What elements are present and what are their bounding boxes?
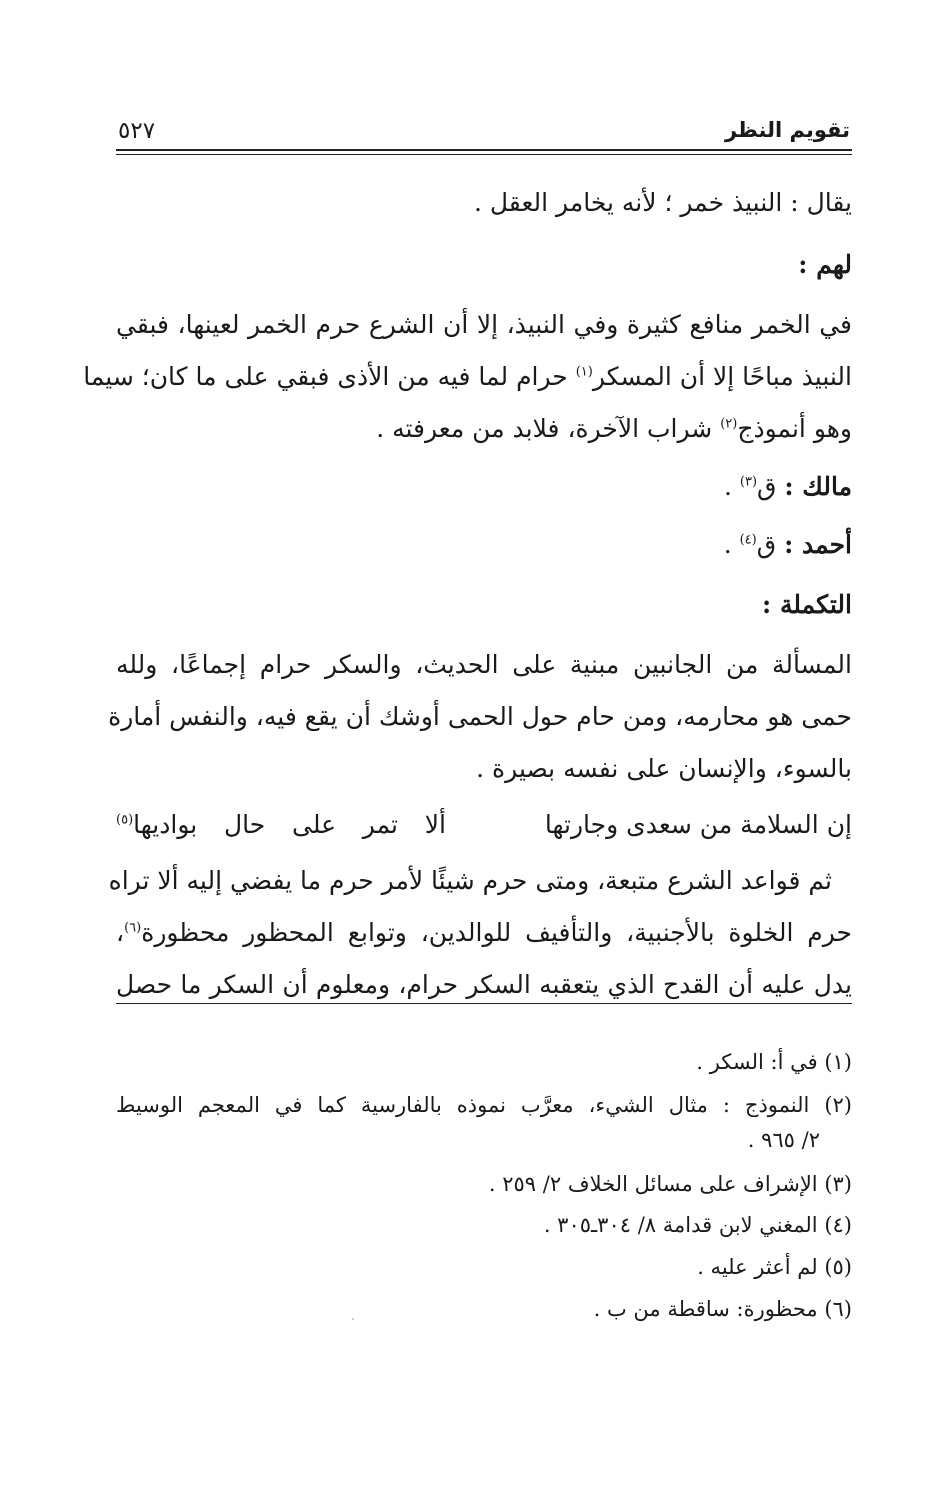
lahum-line-3: وهو أنموذج$^{(٢)}$ شراب الآخرة، فلابد من معرفته . <box>376 414 852 443</box>
lahum-line-1: في الخمر منافع كثيرة وفي النبيذ، إلا أن الشرع حرم الخمر لعينها، فبقي <box>116 310 852 339</box>
page-number: ٥٢٧ <box>118 118 156 144</box>
footnote-ref-3: (٣) <box>739 474 758 490</box>
malik-line: مالك : ق$^{(٣)}$ . <box>723 472 852 501</box>
para2-line-2: حرم الخلوة بالأجنبية، والتأفيف للوالدين، وتوابع المحظور محظورة$^{(٦)}$، <box>116 918 852 947</box>
verse-first-hemistich: إن السلامة من سعدى وجارتها <box>544 810 852 839</box>
ahmad-line: أحمد : ق$^{(٤)}$ . <box>723 530 852 559</box>
footnote-ref-1: (١) <box>575 364 593 380</box>
scan-speck <box>352 1318 354 1320</box>
takmila-line-3: بالسوء، والإنسان على نفسه بصيرة . <box>476 754 852 783</box>
heading-takmila: التكملة : <box>762 590 852 619</box>
footnote-2-continued: ٢/ ٩٦٥ . <box>747 1128 820 1152</box>
footnote-ref-2: (٢) <box>720 416 738 432</box>
header-rule-thick <box>116 149 852 151</box>
para2-line-3: يدل عليه أن القدح الذي يتعقبه السكر حرام، ومعلوم أن السكر ما حصل <box>116 970 852 999</box>
running-title: تقويم النظر <box>724 118 850 142</box>
page-header <box>118 118 850 146</box>
footnote-2: (٢) النموذج : مثال الشيء، معرَّب نموذه بالفارسية كما في المعجم الوسيط <box>116 1093 852 1117</box>
intro-line: يقال : النبيذ خمر ؛ لأنه يخامر العقل . <box>473 188 852 217</box>
verse-second-hemistich: ألا تمر على حال بواديها$^{(٥)}$ <box>116 810 446 839</box>
footnote-ref-6: (٦) <box>124 920 142 936</box>
footnote-3: (٣) الإشراف على مسائل الخلاف ٢/ ٢٥٩ . <box>488 1172 852 1196</box>
footnote-6: (٦) محظورة: ساقطة من ب . <box>593 1297 852 1321</box>
header-rule-thin <box>116 154 852 155</box>
heading-lahum: لهم : <box>798 250 852 279</box>
takmila-line-1: المسألة من الجانبين مبنية على الحديث، والسكر حرام إجماعًا، ولله <box>116 650 852 679</box>
footnote-4: (٤) المغني لابن قدامة ٨/ ٣٠٤ـ٣٠٥ . <box>543 1213 852 1237</box>
footnote-1: (١) في أ: السكر . <box>696 1050 852 1074</box>
lahum-line-2: النبيذ مباحًا إلا أن المسكر$^{(١)}$ حرام لما فيه من الأذى فبقي على ما كان؛ سيما <box>83 362 852 391</box>
footnote-ref-4: (٤) <box>739 532 757 548</box>
footnote-5: (٥) لم أعثر عليه . <box>697 1255 852 1279</box>
footnote-ref-5: (٥) <box>116 812 134 828</box>
para2-line-1: ثم قواعد الشرع متبعة، ومتى حرم شيئًا لأمر حرم ما يفضي إليه ألا تراه <box>108 866 832 895</box>
poetry-verse <box>116 810 852 850</box>
footnote-separator <box>116 1003 852 1004</box>
takmila-line-2: حمى هو محارمه، ومن حام حول الحمى أوشك أن يقع فيه، والنفس أمارة <box>108 702 852 731</box>
